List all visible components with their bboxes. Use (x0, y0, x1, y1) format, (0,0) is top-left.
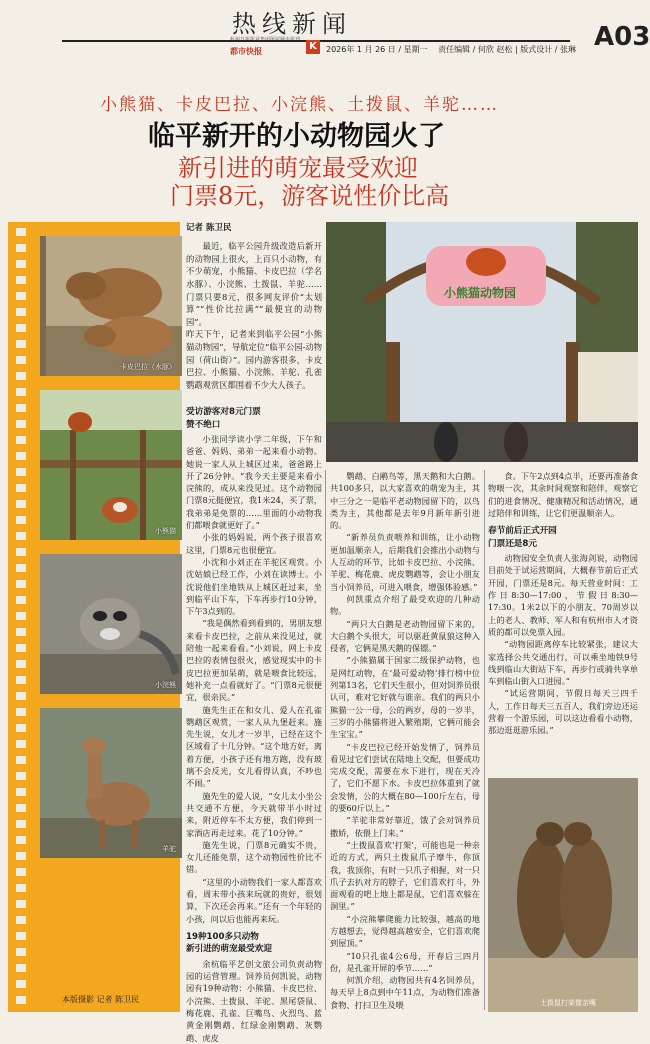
byline: 记者 陈卫民 (186, 223, 232, 233)
paragraph: 何凯介绍，动物园共有4名饲养员，每天早上8点到中午11点，为动物们准备食物、打扫卫生及喂 (330, 975, 480, 1010)
column-divider (325, 470, 326, 1010)
paragraph: “土拨鼠喜欢‘打架’，可能也是一种亲近的方式，两只土拨鼠爪子摩牛，你顶我，我顶你，有时一只爪子相握，对一只爪子去扒对方的脖子，它们喜欢打斗，外面观看的吧上地上都是鼠，它们喜欢躲在洞里。” (330, 839, 480, 912)
film-hole (16, 404, 26, 412)
film-hole (16, 740, 26, 748)
paragraph: 施先生正在和女儿、爱人在孔雀鹦鹉区观赏，一家人从九堡赶来。施先生说，女儿才一岁半，已经在这个区域看了十几分钟。“这个地方好，离着方便，小孩子还有地方跑，没有玻璃不会反光，女儿看得认真，不吵也不闹。” (186, 704, 322, 789)
film-hole (16, 436, 26, 444)
film-hole (16, 868, 26, 876)
brand-logo-icon: K (306, 40, 320, 54)
paragraph: 余杭临平艺创文旅公司负责动物园的运营管理。饲养员何凯说，动物园有19种动物：小熊猫、卡皮巴拉、小浣熊、土拨鼠、羊驼、黑尾袋鼠、梅花鹿、孔雀、巨嘴鸟、火烈鸟、蓝黄金刚鹦鹉、红绿金刚鹦鹉、灰鹦鹉、虎皮 (186, 958, 322, 1043)
photo-caption: 羊驼 (162, 845, 176, 853)
paragraph: 小沈和小刘正在羊驼区观赏。小沈姑娘已经工作，小刘在读博士。小沈说他们坐地铁从上城区赶过来，坐到临平山下车，下车再步行10分钟，下午3点到的。 (186, 556, 322, 617)
zoo-gate-photo[interactable] (326, 222, 638, 462)
article-column-3 (488, 470, 638, 774)
film-hole (16, 996, 26, 1004)
film-hole (16, 260, 26, 268)
film-hole (16, 804, 26, 812)
film-hole (16, 660, 26, 668)
page-number: A03 (594, 22, 650, 52)
film-hole (16, 900, 26, 908)
film-hole (16, 644, 26, 652)
paragraph: 小张的妈妈说，两个孩子很喜欢这里，门票8元也很便宜。 (186, 532, 322, 555)
photo-credit: 本版摄影 记者 陈卫民 (62, 995, 140, 1004)
paragraph: “羊驼非常好靠近，饿了会对饲养员撒娇，依偎上门来。” (330, 815, 480, 838)
paragraph: “这里的小动物我们一家人都喜欢看，周末带小孩来玩就的贵好，很划算，下次还会再来。”还有一个年轻的小孩，问以后也能再来玩。 (186, 876, 322, 924)
film-hole (16, 500, 26, 508)
film-hole (16, 452, 26, 460)
film-hole (16, 308, 26, 316)
photo-caption: 小浣熊 (155, 681, 176, 689)
column-divider (484, 470, 485, 1010)
photo-caption: 土拨鼠打架像亲嘴 (540, 999, 596, 1007)
film-hole (16, 948, 26, 956)
film-hole (16, 484, 26, 492)
photo-raccoon[interactable] (40, 554, 182, 694)
film-hole (16, 820, 26, 828)
paragraph: “卡皮巴拉已经开始发情了，饲养员看见过它们尝试在陆地上交配，但要成功完成交配，需要在水下进行，现在天冷了，它们不愿下水。卡皮巴拉体重到了就会发情，公的大概在80—100斤左右，母的要60斤以上。” (330, 741, 480, 814)
article-lead (186, 222, 322, 391)
film-hole (16, 532, 26, 540)
section-heading: 春节前后正式开园 门票还是8元 (488, 526, 557, 549)
red-panda-image (40, 390, 182, 540)
article-column-2 (330, 470, 480, 1014)
photo-capybara[interactable] (40, 236, 182, 376)
film-hole (16, 756, 26, 764)
paragraph: 何凯重点介绍了最受欢迎的几种动物。 (330, 593, 480, 617)
headline: 临平新开的小动物园火了 (148, 121, 445, 152)
film-hole (16, 564, 26, 572)
paragraph: “10只孔雀4公6母，开春后三四月份，是孔雀开屏的季节……” (330, 950, 480, 973)
paragraph: 施先生的爱人说，“女儿太小坐公共交通不方便，今天就带半小时过来，附近停车不太方便，我们停到一家酒店再走过来。花了10分钟。” (186, 790, 322, 838)
film-hole (16, 292, 26, 300)
article-column-1 (186, 400, 322, 1043)
kicker: 小熊猫、卡皮巴拉、小浣熊、土拨鼠、羊驼…… (100, 95, 499, 115)
film-hole (16, 244, 26, 252)
raccoon-image (40, 554, 182, 694)
section-heading: 受访游客对8元门票 赞不绝口 (186, 407, 261, 430)
film-hole (16, 724, 26, 732)
film-hole (16, 612, 26, 620)
film-hole (16, 228, 26, 236)
film-hole (16, 836, 26, 844)
gate-sign: 小熊猫动物园 (444, 286, 517, 300)
paragraph: 动物园安全负责人张海剑说，动物园目前处于试运营期间，大概春节前后正式开园，门票还是8元。每天营业时间：工作日8:30—17:00，节假日8:30—17:30。1米2以下的小朋友、70周岁以上的老人、教师、军人和有杭州市人才资质的都可以免票入园。 (488, 553, 638, 637)
photo-red-panda[interactable] (40, 390, 182, 540)
film-hole (16, 852, 26, 860)
subheadline-1: 新引进的萌宠最受欢迎 (178, 154, 418, 182)
paragraph: 食。下午2点到4点半，还要再准备食物喂一次，其余时间观察和陪伴，观察它们的进食情况、健康精况和活动情况，通过陪伴和训练，让它们更温顺亲人。 (488, 471, 638, 518)
film-hole (16, 628, 26, 636)
section-heading: 19种100多只动物 新引进的萌宠最受欢迎 (186, 931, 272, 955)
film-hole (16, 788, 26, 796)
lead-paragraph: 最近，临平公园升级改造后新开的动物园上很火，上百只小动物，有不少萌宠，小熊猫、卡皮巴拉（学名水豚）、小浣熊、土拨鼠、羊驼……门票只要8元，很多网友评价“太划算”“性价比拉满”“最便宜的动物园”。 昨天下午，记者来到临平公园“小熊猫动物园”，导航定位“临平公园-动物园（荷山街）”。园内游客很多，卡皮巴拉、小熊猫、小浣熊、羊驼、孔雀鹦鹉观赏区都围着不少大人孩子。 (186, 241, 322, 390)
paragraph: “我是偶然看到看到的，男朋友想来看卡皮巴拉，之前从来没见过，就陪他一起来看看。”小刘说，网上卡皮巴拉的表情包很火，感觉现实中的卡皮巴拉更加呆萌，就是喂食比较远，她补充一点看就好了。“门票8元很便宜，很亲民。” (186, 618, 322, 703)
film-hole (16, 468, 26, 476)
paragraph: “动物园距离停车比较紧张，建议大家选择公共交通出行，可以乘坐地铁9号线到临山大街站下车，再步行或骑共享单车到临山街入口进园。” (488, 639, 638, 687)
film-hole (16, 708, 26, 716)
paragraph: 施先生说，门票8元确实不贵，女儿还能免票，这个动物园性价比不错。 (186, 839, 322, 875)
paragraph: 小张同学读小学二年级，下午和爸爸、妈妈、弟弟一起来看小动物。她说一家人从上城区过来，爸爸路上开了26分钟。“我今天主要是来看小浣熊的，成从来没见过。这个动物园门票8元挺便宜，我1米24，买了票，我弟弟是免票的……里面的小动物我们都喂食就更好了。” (186, 434, 322, 531)
issue-meta: 2026年 1 月 26 日 / 星期一 责任编辑 / 何欣 赵松 | 版式设计 / 张琳 (326, 45, 577, 54)
film-hole (16, 596, 26, 604)
film-hole (16, 372, 26, 380)
film-strip (8, 222, 180, 1012)
film-hole (16, 388, 26, 396)
photo-caption: 卡皮巴拉（水豚） (120, 363, 176, 371)
capybara-image (40, 236, 182, 376)
film-hole (16, 772, 26, 780)
film-hole (16, 964, 26, 972)
paragraph: “小浣熊攀爬能力比较强，越高的地方越想去，觉得越高越安全，它们喜欢爬到屋顶。” (330, 913, 480, 949)
film-hole (16, 420, 26, 428)
film-hole (16, 884, 26, 892)
paragraph: 鹦鹉、白鹇鸟等，黑天鹅和大白鹅。共100多只，以大家喜欢的萌宠为主，其中三分之一是临平老动物园留下的，以鸟类为主，其他都是去年9月新年新引进的。 (330, 471, 480, 531)
film-hole (16, 548, 26, 556)
film-hole (16, 692, 26, 700)
marmot-photo[interactable] (488, 778, 638, 1012)
film-hole (16, 340, 26, 348)
brand-name: 都市快报 (230, 47, 262, 56)
section-title: 热线新闻 (232, 10, 352, 38)
film-hole (16, 516, 26, 524)
film-hole (16, 676, 26, 684)
zoo-gate-image (326, 222, 638, 462)
paragraph: “试运营期间，节假日每天三四千人，工作日每天三五百人，我们旁边还运营着一个游乐园，可以这边看看小动物，那边逛逛游乐园。” (488, 688, 638, 736)
subheadline-2: 门票8元，游客说性价比高 (170, 182, 450, 210)
paragraph: “小熊猫属于国家二级保护动物，也是网红动物，在‘最可爱动物’排行榜中位列第13名，它们天生很小，但对饲养员很认可，难对它好就与谁亲。我们的两只小熊猫一公一母，公的两岁，母的一岁半，三岁的小熊猫将进入繁殖期，它俩可能会生宝宝。” (330, 655, 480, 740)
paragraph: “两只大白鹅是老动物园留下来的，大白鹅个头很大，可以驱赶黄鼠狼这种入侵者，它俩是黑天鹅的保镖。” (330, 618, 480, 654)
film-hole (16, 356, 26, 364)
film-hole (16, 932, 26, 940)
alpaca-image (40, 708, 182, 858)
film-hole (16, 916, 26, 924)
paragraph: “新养员负责喂养和训练，让小动物更加温顺亲人，后期我们会推出小动物与人互动的环节，比如卡皮巴拉、小浣熊、羊驼、梅花鹿、虎皮鹦鹉等，会让小朋友当小饲养员，可进入喂食，增强体验感。” (330, 532, 480, 592)
marmot-image (488, 778, 638, 1012)
film-hole (16, 324, 26, 332)
photo-alpaca[interactable] (40, 708, 182, 858)
film-hole (16, 980, 26, 988)
film-hole (16, 276, 26, 284)
photo-caption: 小熊猫 (155, 527, 176, 535)
film-hole (16, 580, 26, 588)
